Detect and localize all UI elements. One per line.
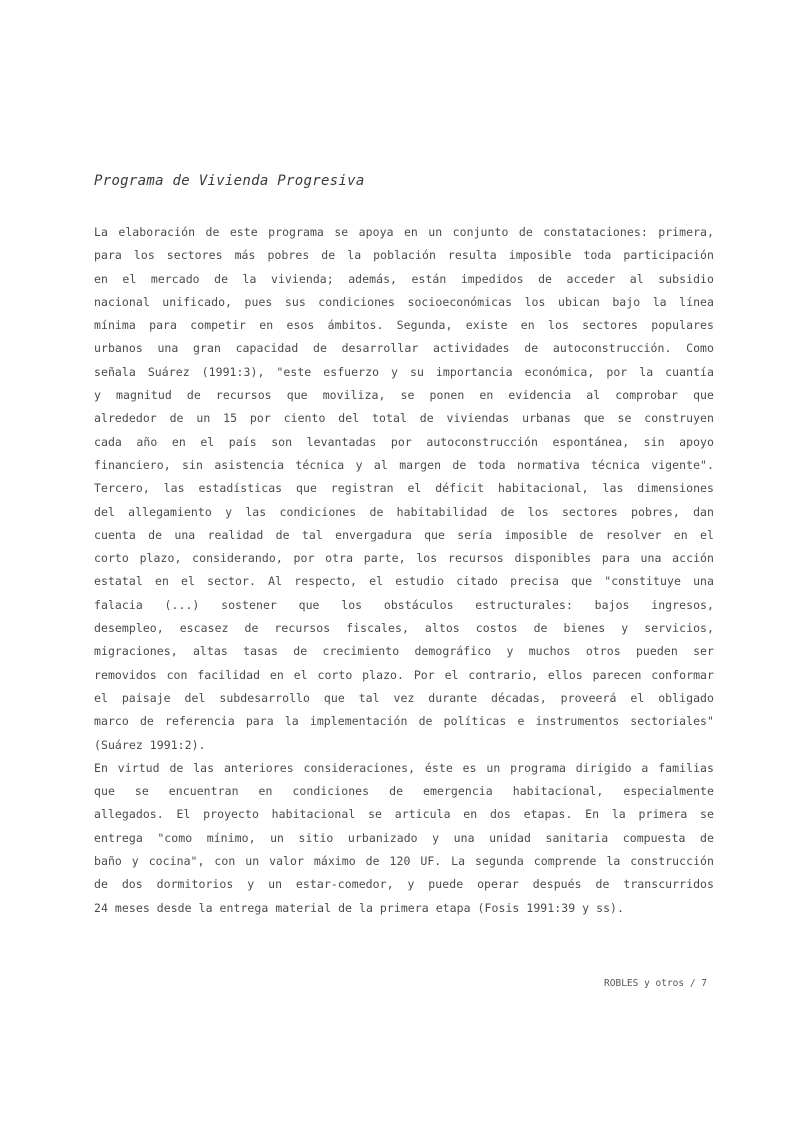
text-line: marco de referencia para la implementación de políticas e instrumentos sectoriales" [94,714,714,729]
text-line: de dos dormitorios y un estar-comedor, y puede operar después de transcurridos [94,877,714,892]
text-line: mínima para competir en esos ámbitos. Segunda, existe en los sectores populares [94,318,714,333]
text-line: estatal en el sector. Al respecto, el estudio citado precisa que "constituye una [94,574,714,589]
text-line: baño y cocina", con un valor máximo de 120 UF. La segunda comprende la construcción [94,854,714,869]
text-line: Tercero, las estadísticas que registran el déficit habitacional, las dimensiones [94,481,714,496]
text-line: financiero, sin asistencia técnica y al margen de toda normativa técnica vigente". [94,457,714,472]
text-line: y magnitud de recursos que moviliza, se ponen en evidencia al comprobar que [94,388,714,403]
text-line: migraciones, altas tasas de crecimiento demográfico y muchos otros pueden ser [94,644,714,659]
text-line: La elaboración de este programa se apoya en un conjunto de constataciones: primera, [94,225,714,239]
text-line: removidos con facilidad en el corto plazo. Por el contrario, ellos parecen conformar [94,667,714,682]
text-line: para los sectores más pobres de la población resulta imposible toda participación [94,248,714,263]
text-line: en el mercado de la vivienda; además, están impedidos de acceder al subsidio [94,271,714,286]
text-line: señala Suárez (1991:3), "este esfuerzo y su importancia económica, por la cuantía [94,364,714,379]
text-line: del allegamiento y las condiciones de habitabilidad de los sectores pobres, dan [94,504,714,519]
text-line: entrega "como mínimo, un sitio urbanizado y una unidad sanitaria compuesta de [94,830,714,845]
text-line: allegados. El proyecto habitacional se articula en dos etapas. En la primera se [94,807,714,822]
text-line: alrededor de un 15 por ciento del total de viviendas urbanas que se construyen [94,411,714,426]
text-line: que se encuentran en condiciones de emergencia habitacional, especialmente [94,784,714,799]
page-footer: ROBLES y otros / 7 [604,978,707,989]
text-line: desempleo, escasez de recursos fiscales, altos costos de bienes y servicios, [94,621,714,636]
text-line: En virtud de las anteriores consideraciones, éste es un programa dirigido a familias [94,760,714,775]
section-title: Programa de Vivienda Progresiva [94,173,365,189]
text-line: cuenta de una realidad de tal envergadura que sería imposible de resolver en el [94,527,714,542]
text-line: nacional unificado, pues sus condiciones socioeconómicas los ubican bajo la línea [94,294,714,309]
text-line: el paisaje del subdesarrollo que tal vez durante décadas, proveerá el obligado [94,690,714,705]
text-line: 24 meses desde la entrega material de la primera etapa (Fosis 1991:39 y ss). [94,900,624,915]
text-line: falacia (...) sostener que los obstáculos estructurales: bajos ingresos, [94,597,714,612]
text-line: urbanos una gran capacidad de desarrollar actividades de autoconstrucción. Como [94,341,714,356]
text-line: (Suárez 1991:2). [94,737,206,752]
text-line: corto plazo, considerando, por otra parte, los recursos disponibles para una acción [94,551,714,566]
text-line: cada año en el país son levantadas por autoconstrucción espontánea, sin apoyo [94,434,714,449]
body-text [94,221,714,920]
